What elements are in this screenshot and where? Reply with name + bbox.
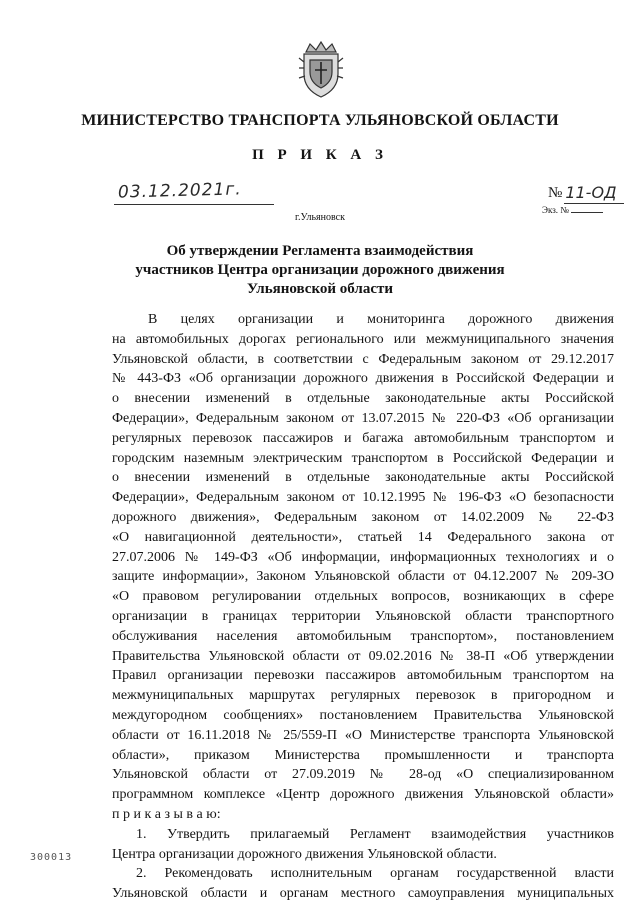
body-line: о внесении изменений в отдельные законодательные акты Российской: [112, 391, 614, 407]
city-name: г.Ульяновск: [295, 212, 345, 223]
ministry-name: МИНИСТЕРСТВО ТРАНСПОРТА УЛЬЯНОВСКОЙ ОБЛАСТИ: [81, 112, 559, 129]
document-body: [112, 310, 614, 904]
body-line: Правительства Ульяновской области от 09.02.2016 № 38-П «Об утверждении: [112, 648, 614, 664]
number-label: №: [548, 185, 563, 201]
handwritten-date: 03.12.2021г.: [117, 179, 242, 203]
item-2-line: Ульяновской области и органам местного самоуправления муниципальных: [112, 886, 614, 902]
body-line: Ульяновской области от 27.09.2019 № 28-од «О специализированном: [112, 767, 614, 783]
body-line: дорожного движения», Федеральным законом от 14.02.2009 № 22-ФЗ: [112, 509, 614, 525]
item-1-line: 1. Утвердить прилагаемый Регламент взаимодействия участников: [136, 826, 614, 842]
order-number-block: [548, 183, 628, 202]
subject-line: Ульяновской области: [246, 281, 394, 297]
coat-of-arms-icon: [296, 38, 346, 100]
body-line: междугородном сообщениях» постановлением Правительства Ульяновской: [112, 707, 614, 723]
body-line: Правил организации перевозки пассажиров автомобильным транспортом на: [112, 668, 614, 684]
body-line: № 443-ФЗ «Об организации дорожного движения в Российской Федерации и: [112, 371, 614, 387]
subject-line: участников Центра организации дорожного движения: [135, 262, 505, 278]
item-1-line: Центра организации дорожного движения Ульяновской области.: [112, 846, 497, 862]
order-verb: п р и к а з ы в а ю:: [112, 806, 221, 822]
body-line: Ульяновской области, в соответствии с Федеральным законом от 29.12.2017: [112, 351, 614, 367]
body-line: области от 16.11.2018 № 25/559-П «О Министерстве транспорта Ульяновской: [112, 727, 614, 743]
body-line: В целях организации и мониторинга дорожного движения: [148, 312, 614, 327]
body-line: регулярных перевозок пассажиров и багажа автомобильным транспортом и: [112, 430, 614, 446]
body-line: «О навигационной деятельности», статьей 14 Федерального закона от: [112, 529, 614, 545]
subject-line: Об утверждении Регламента взаимодействия: [166, 243, 474, 259]
document-subject: [0, 242, 640, 299]
number-underline: [564, 203, 624, 204]
document-type-title: П Р И К А З: [252, 147, 388, 163]
page-stamp-number: 300013: [30, 852, 73, 863]
body-line: межмуниципальных маршрутах регулярных перевозок в пригородном и: [112, 688, 614, 704]
body-line: городским наземным электрическим транспортом в Российской Федерации и: [112, 450, 614, 466]
copy-label: Экз. №: [542, 205, 569, 215]
body-line: «О правовом регулировании отдельных вопросов, возникающих в сфере: [112, 589, 614, 605]
body-line: на автомобильных дорогах регионального или межмуниципального значения: [112, 331, 614, 347]
body-line: программном комплексе «Центр дорожного движения Ульяновской области»: [112, 787, 614, 803]
item-2-line: 2. Рекомендовать исполнительным органам государственной власти: [136, 866, 614, 882]
body-line: Федерации», Федеральным законом от 13.07.2015 № 220-ФЗ «Об организации: [112, 410, 614, 426]
body-line: о внесении изменений в отдельные законодательные акты Российской: [112, 470, 614, 486]
body-line: защите информации», Законом Ульяновской области от 04.12.2007 № 209-ЗО: [112, 569, 614, 585]
handwritten-order-number: 11-ОД: [565, 183, 617, 202]
body-line: 27.07.2006 № 149-ФЗ «Об информации, информационных технологиях и о: [112, 549, 614, 565]
date-underline: [114, 204, 274, 205]
body-line: Федерации», Федеральным законом от 10.12.1995 № 196-ФЗ «О безопасности: [112, 490, 614, 506]
body-line: области», приказом Министерства промышленности и транспорта: [112, 747, 614, 763]
body-line: организации в границах территории Ульяновской области транспортного: [112, 608, 614, 624]
body-line: обслуживания населения автомобильным транспортом», постановлением: [112, 628, 614, 644]
